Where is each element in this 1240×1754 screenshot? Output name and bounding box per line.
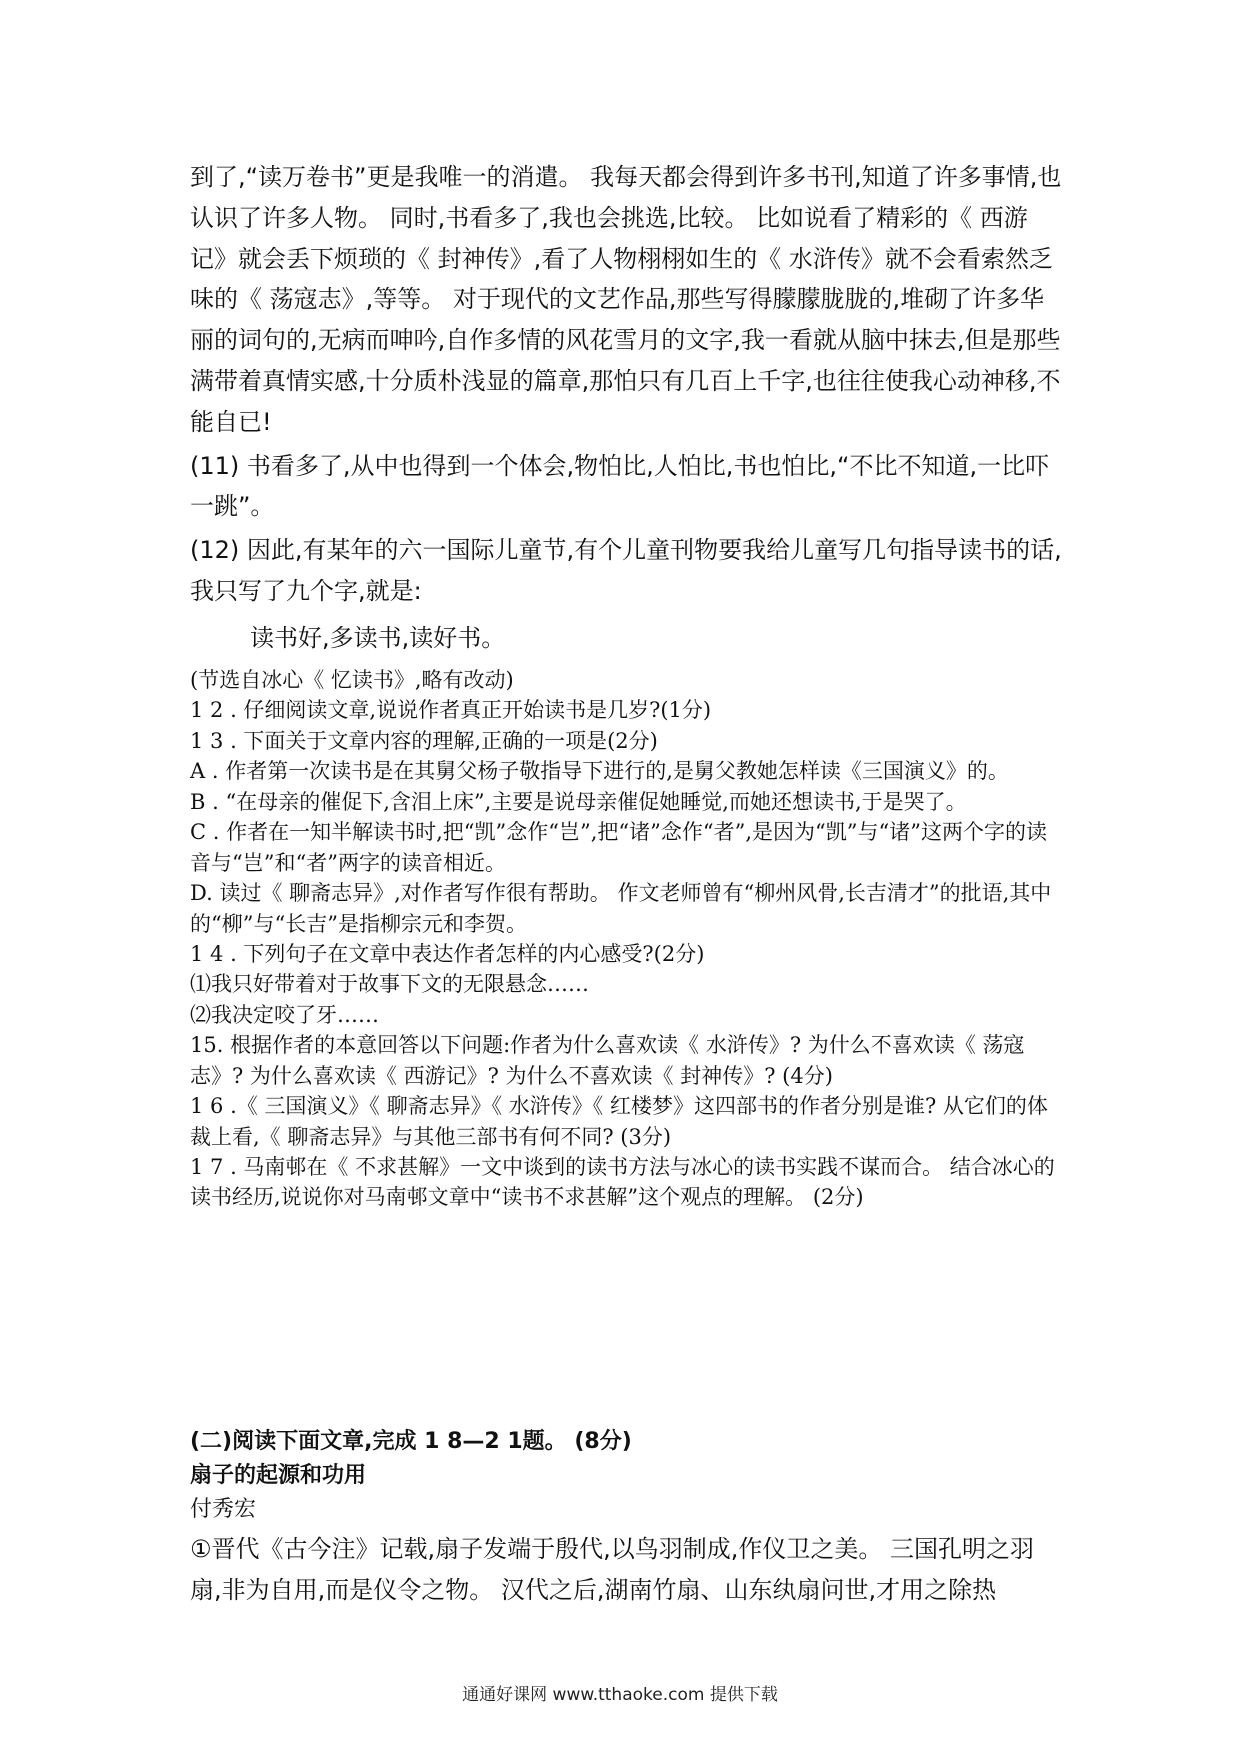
passage-paragraph-11: (11) 书看多了,从中也得到一个体会,物怕比,人怕比,书也怕比,“不比不知道,一比吓一跳”。 [190,451,1050,521]
question-13-option-c: C . 作者在一知半解读书时,把“凯”念作“岂”,把“诸”念作“者”,是因为“凯”与“诸”这两个字的读音与“岂”和“者”两字的读音相近。 [190,820,1047,875]
passage-paragraph-12: (12) 因此,有某年的六一国际儿童节,有个儿童刊物要我给儿童写几句指导读书的话,我只写了九个字,就是: [190,536,1062,605]
question-13-option-a: A . 作者第一次读书是在其舅父杨子敬指导下进行的,是舅父教她怎样读《三国演义》的。 [190,759,1009,784]
question-13-option-b: B . “在母亲的催促下,含泪上床”,主要是说母亲催促她睡觉,而她还想读书,于是哭了。 [190,789,967,814]
article-title: 扇子的起源和功用 [190,1463,367,1489]
question-13-option-d: D. 读过《 聊斋志异》,对作者写作很有帮助。 作文老师曾有“柳州风骨,长吉清才”的批语,其中的“柳”与“长吉”是指柳宗元和李贺。 [190,881,1052,936]
passage-paragraph-10: 到了,“读万卷书”更是我唯一的消遣。 我每天都会得到许多书刊,知道了许多事情,也认识了许多人物。 同时,书看多了,我也会挑选,比较。 比如说看了精彩的《 西游记》就会丢下烦琐的《 封神传》,看了人物栩栩如生的《 水浒传》就不会看索然乏味的《 荡寇志》,等等。 对于现代的文艺作品,那些写得朦朦胧胧的,堆砌了许多华丽的词句的,无病而呻吟,自作多情的风花雪月的文字,我一看就从脑中抹去,但是那些满带着真情实感,十分质朴浅显的篇章,那怕只有几百上千字,也往往使我心动神移,不能自已! [190,163,1062,436]
section-two [190,1425,1062,1611]
question-12: 1 2 . 仔细阅读文章,说说作者真正开始读书是几岁?(1分) [190,698,712,723]
question-13: 1 3 . 下面关于文章内容的理解,正确的一项是(2分) [190,728,658,753]
question-14-item-2: ⑵我决定咬了牙…… [190,1002,379,1027]
passage-quote: 读书好,多读书,读好书。 [250,623,506,652]
article-paragraph-1: ①晋代《古今注》记载,扇子发端于殷代,以鸟羽制成,作仪卫之美。 三国孔明之羽扇,非为自用,而是仪令之物。 汉代之后,湖南竹扇、山东纨扇问世,才用之除热 [190,1535,1035,1605]
page-footer: 通通好课网 www.tthaoke.com 提供下载 [462,1685,778,1705]
reading-passage [190,157,1062,662]
question-15: 15. 根据作者的本意回答以下问题:作者为什么喜欢读《 水浒传》? 为什么不喜欢读《 荡寇志》? 为什么喜欢读《 西游记》? 为什么不喜欢读《 封神传》? (4分) [190,1033,1025,1088]
question-14-item-1: ⑴我只好带着对于故事下文的无限悬念…… [190,972,589,997]
question-17: 1 7 . 马南邨在《 不求甚解》一文中谈到的读书方法与冰心的读书实践不谋而合。 结合冰心的读书经历,说说你对马南邨文章中“读书不求甚解”这个观点的理解。 (2分) [190,1155,1055,1210]
question-14: 1 4 . 下列句子在文章中表达作者怎样的内心感受?(2分) [190,941,705,966]
article-author: 付秀宏 [190,1497,257,1523]
passage-source: (节选自冰心《 忆读书》,略有改动) [190,668,514,692]
question-list [190,665,1062,1213]
section-two-heading: (二)阅读下面文章,完成 1 8—2 1题。 (8分) [190,1429,632,1454]
question-16: 1 6 .《 三国演义》《 聊斋志异》《 水浒传》《 红楼梦》这四部书的作者分别是谁? 从它们的体裁上看,《 聊斋志异》与其他三部书有何不同? (3分) [190,1094,1048,1149]
